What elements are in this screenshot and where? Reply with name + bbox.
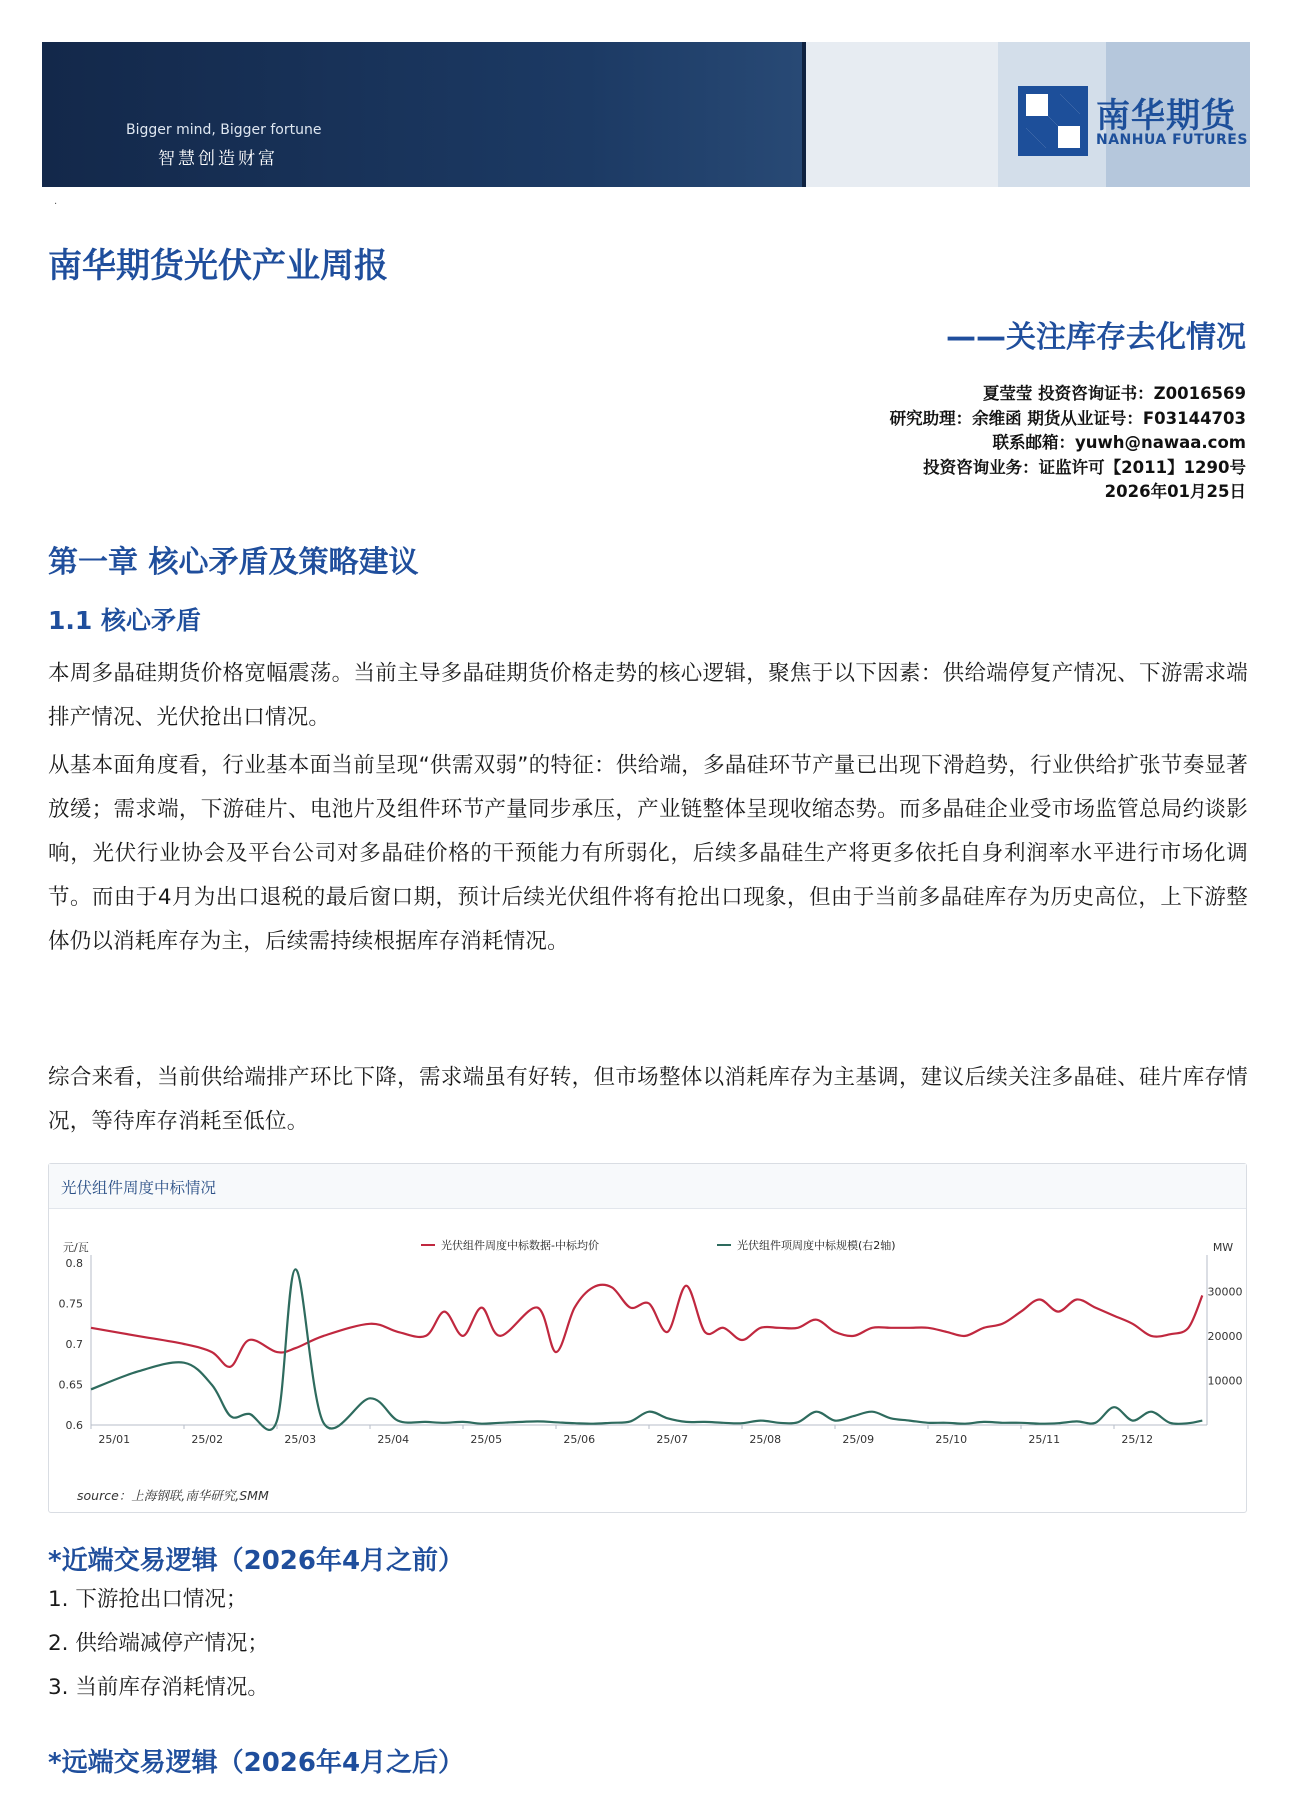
report-title: 南华期货光伏产业周报 [48, 246, 388, 286]
x-tick-label: 25/02 [191, 1433, 224, 1446]
y-tick-right: 20000 [1207, 1330, 1243, 1343]
chart-header [49, 1164, 1246, 1209]
assistant-line: 研究助理：余维函 期货从业证号：F03144703 [889, 408, 1246, 428]
near-term-list [48, 1578, 269, 1710]
x-tick-label: 25/03 [284, 1433, 317, 1446]
chart-card [48, 1163, 1247, 1513]
slogan-english: Bigger mind, Bigger fortune [126, 122, 322, 138]
y-axis-left-unit: 元/瓦 [63, 1241, 89, 1254]
page-marker: . [54, 196, 58, 207]
legend-label: 光伏组件周度中标数据-中标均价 [441, 1239, 599, 1252]
x-tick-label: 25/06 [563, 1433, 596, 1446]
report-date: 2026年01月25日 [1104, 482, 1246, 501]
x-tick-label: 25/01 [98, 1433, 131, 1446]
y-tick-left: 0.75 [58, 1297, 83, 1311]
y-tick-right: 10000 [1207, 1374, 1243, 1388]
paragraph: 本周多晶硅期货价格宽幅震荡。当前主导多晶硅期货价格走势的核心逻辑，聚焦于以下因素：供给端停复产情况、下游需求端排产情况、光伏抢出口情况。 [48, 661, 1248, 730]
x-tick-label: 25/04 [377, 1433, 410, 1446]
list-item: 1. 下游抢出口情况； [48, 1587, 248, 1612]
list-item: 2. 供给端减停产情况； [48, 1631, 269, 1656]
y-axis-right-unit: MW [1212, 1241, 1234, 1254]
paragraph: 综合来看，当前供给端排产环比下降，需求端虽有好转，但市场整体以消耗库存为主基调，建议后续关注多晶硅、硅片库存情况，等待库存消耗至低位。 [48, 1065, 1248, 1134]
x-tick-label: 25/05 [470, 1433, 503, 1446]
far-term-heading: *远端交易逻辑（2026年4月之后） [48, 1748, 465, 1778]
section-heading: 1.1 核心矛盾 [48, 606, 201, 635]
y-tick-left: 0.65 [58, 1378, 83, 1392]
y-tick-left: 0.7 [65, 1338, 83, 1351]
x-tick-label: 25/07 [656, 1433, 689, 1446]
y-tick-right: 30000 [1207, 1285, 1243, 1299]
x-tick-label: 25/12 [1121, 1433, 1154, 1446]
nanhua-logo-icon [1018, 86, 1088, 156]
logo-name: 南华期货 [1096, 96, 1236, 136]
series-line-price [91, 1285, 1202, 1367]
header-banner [42, 42, 1250, 187]
chapter-heading: 第一章 核心矛盾及策略建议 [48, 545, 419, 580]
logo-english: NANHUA FUTURES [1096, 132, 1248, 148]
author-line: 夏莹莹 投资咨询证书：Z0016569 [982, 384, 1246, 403]
list-item: 3. 当前库存消耗情况。 [48, 1675, 269, 1700]
chart-source: source：上海钢联,南华研究,SMM [77, 1488, 269, 1503]
x-tick-label: 25/08 [749, 1433, 782, 1446]
banner-light-panel [806, 42, 998, 187]
slogan-chinese: 智慧创造财富 [158, 149, 278, 169]
near-term-heading: *近端交易逻辑（2026年4月之前） [48, 1546, 465, 1576]
x-tick-label: 25/11 [1028, 1433, 1061, 1446]
legend-label: 光伏组件项周度中标规模(右2轴) [737, 1239, 896, 1252]
chart-title: 光伏组件周度中标情况 [61, 1179, 217, 1197]
x-tick-label: 25/09 [842, 1433, 875, 1446]
x-tick-label: 25/10 [935, 1433, 968, 1446]
series-line-volume [91, 1269, 1202, 1430]
line-chart [49, 1209, 1246, 1485]
email-line: 联系邮箱：yuwh@nawaa.com [992, 433, 1246, 452]
author-info [890, 382, 1246, 505]
report-subtitle: ——关注库存去化情况 [946, 320, 1246, 355]
license-line: 投资咨询业务：证监许可【2011】1290号 [923, 457, 1246, 477]
paragraph: 从基本面角度看，行业基本面当前呈现“供需双弱”的特征：供给端，多晶硅环节产量已出现下滑趋势，行业供给扩张节奏显著放缓；需求端，下游硅片、电池片及组件环节产量同步承压，产业链整体呈现收缩态势。而多晶硅企业受市场监管总局约谈影响，光伏行业协会及平台公司对多晶硅价格的干预能力有所弱化，后续多晶硅生产将更多依托自身利润率水平进行市场化调节。而由于4月为出口退税的最后窗口期，预计后续光伏组件将有抢出口现象，但由于当前多晶硅库存为历史高位，上下游整体仍以消耗库存为主，后续需持续根据库存消耗情况。 [48, 753, 1248, 954]
y-tick-left: 0.6 [65, 1419, 83, 1432]
y-tick-left: 0.8 [65, 1257, 83, 1270]
